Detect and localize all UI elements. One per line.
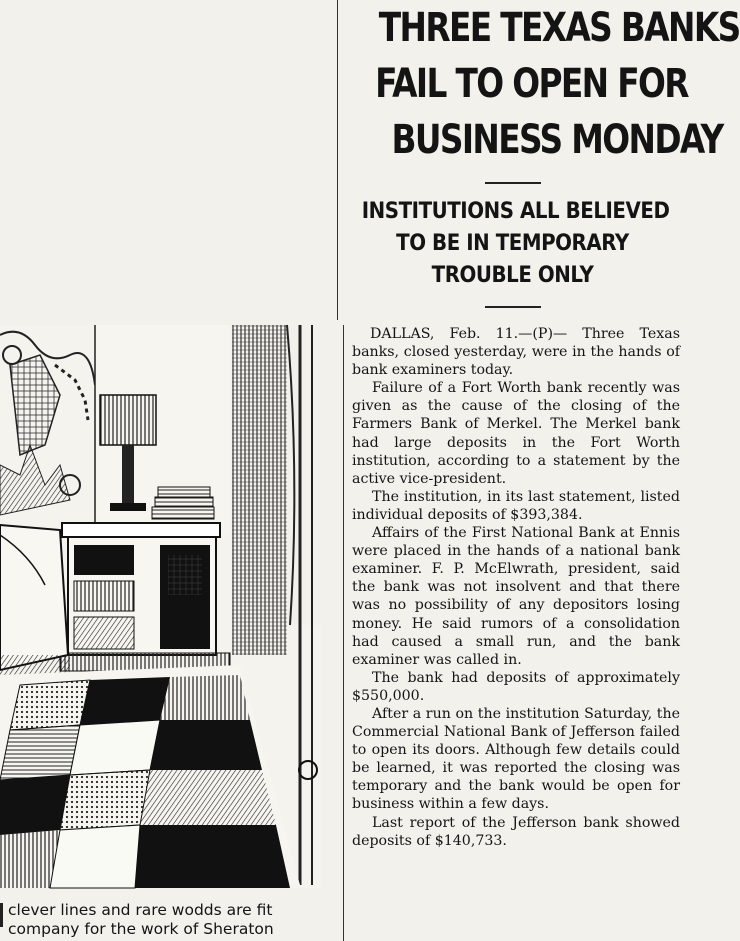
deck-divider [485,306,541,308]
article-paragraph: Failure of a Fort Worth bank recently was given as the cause of the closing of the Farmers Bank of Merkel. The Merkel bank had large deposits in the Fort Worth institution, according to a statement by the active vice-president. [352,380,680,487]
deck-line-2: TO BE IN TEMPORARY [396,231,629,256]
article-paragraph: After a run on the institution Saturday, the Commercial National Bank of Jefferson failed to open its doors. Although few details could be learned, it was reported the closing was temporary and the bank would be open for business within a few days. [352,705,680,813]
article-paragraph: Affairs of the First National Bank at Ennis were placed in the hands of a national bank examiner. F. P. McElwrath, president, said the bank was not insolvent and that there was no possibility of any depositors losing money. He said rumors of a consolidation had caused a small run, and the bank examiner was called in. [352,525,680,668]
article-body [352,325,680,850]
headline-line-2: FAIL TO OPEN FOR [375,61,688,107]
caption-marker [0,903,3,927]
headline-line-3: BUSINESS MONDAY [391,117,723,163]
headline-divider [485,182,541,184]
headline-line-1: THREE TEXAS BANKS [378,5,740,51]
article-paragraph: DALLAS, Feb. 11.—(P)— Three Texas banks, closed yesterday, were in the hands of bank examiners today. [352,326,680,379]
caption-line-2: company for the work of Sheraton [8,920,274,938]
column-rule-bottom [343,325,344,941]
article-paragraph: The bank had deposits of approximately $550,000. [352,669,680,704]
deck-line-3: TROUBLE ONLY [431,263,594,288]
caption-line-1: clever lines and rare wodds are fit [8,901,273,919]
column-rule-top [337,0,338,320]
furniture-illustration [0,325,322,888]
deck-line-1: INSTITUTIONS ALL BELIEVED [361,199,670,224]
headline-block [345,0,740,320]
article-paragraph: Last report of the Jefferson bank showed deposits of $140,733. [352,814,680,849]
article-paragraph: The institution, in its last statement, listed individual deposits of $393,384. [352,488,680,523]
illustration-caption [8,901,338,939]
